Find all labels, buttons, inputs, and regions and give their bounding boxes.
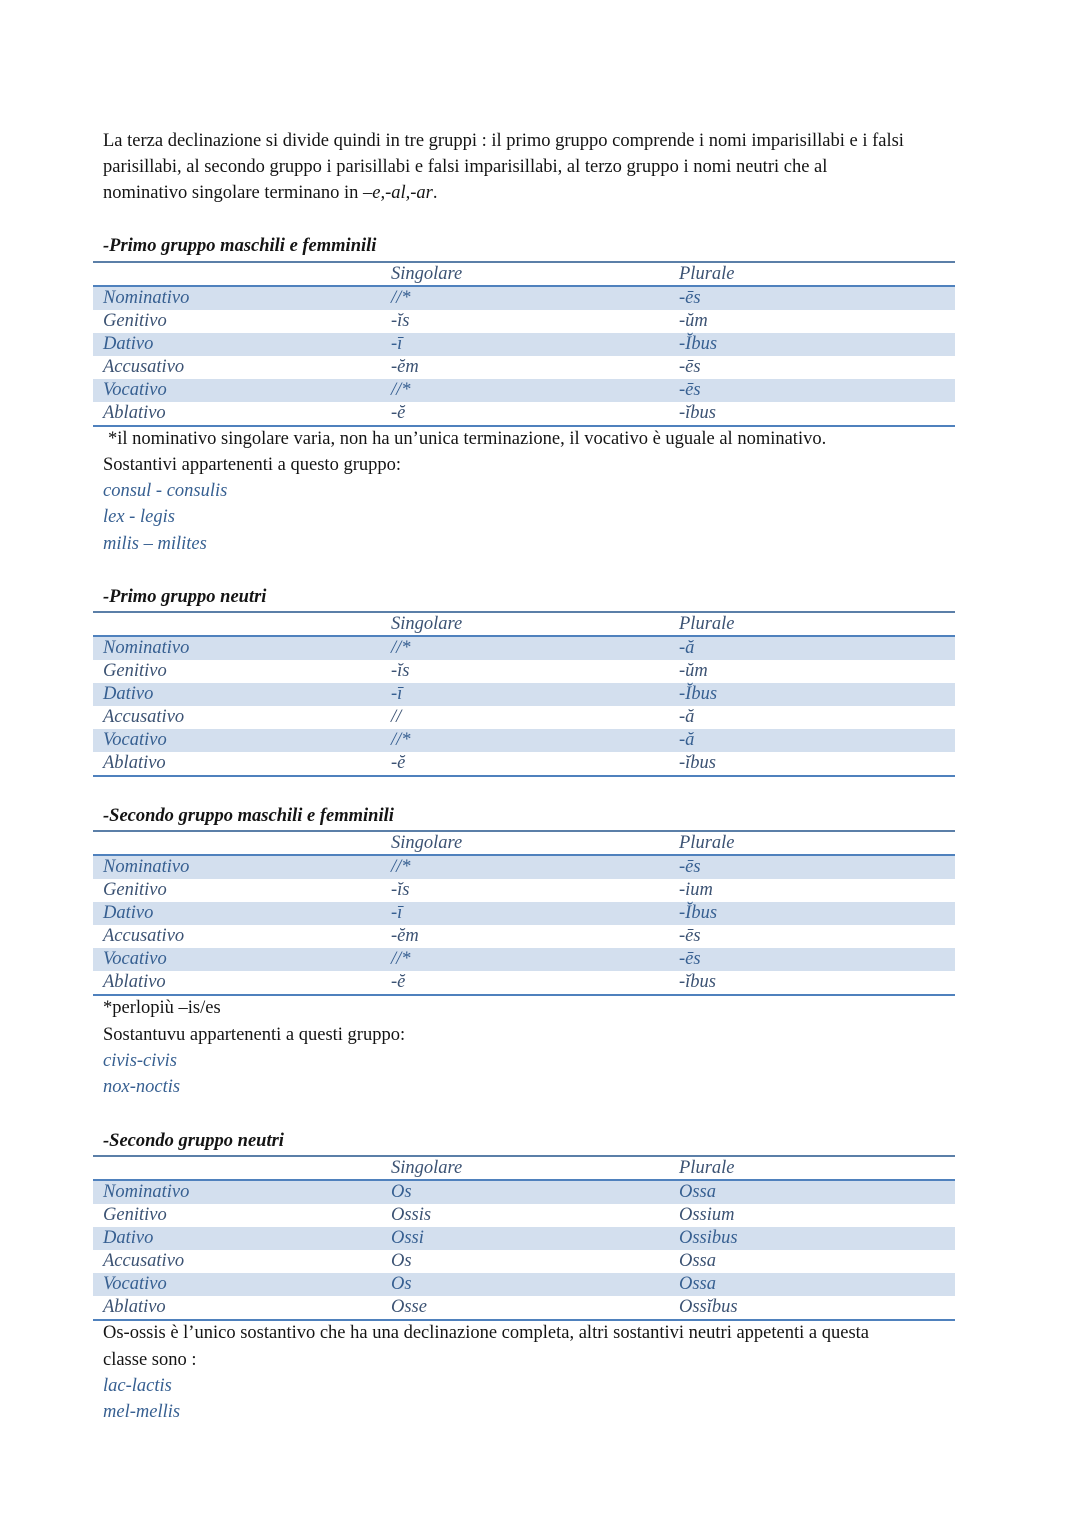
singular-ending: -ī [391,903,403,923]
example-noun: nox-noctis [103,1077,181,1097]
case-label: Vocativo [103,949,167,969]
table-row [93,1273,955,1296]
intro-paragraph [103,128,983,206]
plural-ending: -ŭm [679,661,708,681]
singular-ending: -ĭs [391,880,410,900]
table-row [93,660,955,683]
table-row [93,402,955,425]
case-label: Genitivo [103,311,167,331]
plural-ending: -ĭbus [679,403,716,423]
case-label: Ablativo [103,1297,166,1317]
plural-ending: -ĭbus [679,972,716,992]
table-row [93,856,955,879]
plural-form: Ossibus [679,1228,738,1248]
table-row [93,1296,955,1319]
table-row [93,948,955,971]
header-plurale: Plurale [679,1158,735,1178]
singular-ending: //* [391,730,411,750]
table-row [93,637,955,660]
case-label: Genitivo [103,880,167,900]
case-label: Accusativo [103,926,185,946]
table-row [93,310,955,333]
table-bottom-rule [93,775,955,777]
table-row [93,1181,955,1204]
header-plurale: Plurale [679,833,735,853]
case-label: Accusativo [103,357,185,377]
plural-ending: -ēs [679,380,701,400]
singular-ending: //* [391,857,411,877]
footnote-nominativo: *il nominativo singolare varia, non ha un’unica terminazione, il vocativo è uguale al nominativo. [108,429,827,449]
table-header-row [93,613,955,636]
header-singolare: Singolare [391,1158,463,1178]
case-label: Ablativo [103,972,166,992]
plural-form: Ossa [679,1182,717,1202]
case-label: Vocativo [103,1274,167,1294]
plural-form: Ossĭbus [679,1297,738,1317]
case-label: Dativo [103,334,154,354]
singular-ending: //* [391,288,411,308]
case-label: Nominativo [103,1182,190,1202]
case-label: Dativo [103,903,154,923]
examples-lead: Sostantivi appartenenti a questo gruppo: [103,455,401,475]
case-label: Accusativo [103,1251,185,1271]
section-title-secondo-gruppo-neutri: -Secondo gruppo neutri [103,1131,284,1151]
singular-ending: //* [391,949,411,969]
example-noun: civis-civis [103,1051,177,1071]
plural-ending: -Ĭbus [679,334,718,354]
singular-ending: //* [391,380,411,400]
endings-emphasis: –e,-al,-ar [362,183,433,203]
plural-ending: -ēs [679,288,701,308]
intro-line-2: parisillabi, al secondo gruppo i parisillabi e falsi imparisillabi, al terzo gruppo i nomi neutri che al [103,157,828,177]
plural-ending: -ĭbus [679,753,716,773]
singular-ending: -ĕ [391,753,406,773]
case-label: Genitivo [103,1205,167,1225]
table-row [93,729,955,752]
singular-form: Os [391,1251,412,1271]
singular-form: Ossis [391,1205,432,1225]
table-row [93,379,955,402]
case-label: Vocativo [103,730,167,750]
case-label: Ablativo [103,403,166,423]
case-label: Accusativo [103,707,185,727]
plural-form: Ossa [679,1251,717,1271]
case-label: Vocativo [103,380,167,400]
plural-ending: -ă [679,730,695,750]
singular-ending: -ĕ [391,403,406,423]
intro-line-1: La terza declinazione si divide quindi in tre gruppi : il primo gruppo comprende i nomi imparisillabi e i falsi [103,131,904,151]
plural-ending: -ēs [679,857,701,877]
case-label: Ablativo [103,753,166,773]
singular-ending: -ī [391,334,403,354]
plural-ending: -ŭm [679,311,708,331]
table-row [93,1204,955,1227]
plural-ending: -ēs [679,357,701,377]
singular-ending: -ĕm [391,357,419,377]
closing-paragraph-line-1: Os-ossis è l’unico sostantivo che ha una declinazione completa, altri sostantivi neutri appetenti a questa [103,1323,869,1343]
table-row [93,971,955,994]
table-row [93,879,955,902]
case-label: Dativo [103,1228,154,1248]
case-label: Nominativo [103,638,190,658]
header-plurale: Plurale [679,264,735,284]
plural-ending: -ă [679,638,695,658]
header-singolare: Singolare [391,833,463,853]
table-row [93,683,955,706]
table-row [93,1250,955,1273]
table-row [93,706,955,729]
section-title-primo-gruppo-neutri: -Primo gruppo neutri [103,587,267,607]
plural-ending: -ēs [679,949,701,969]
singular-ending: -ĭs [391,311,410,331]
singular-ending: -ĕm [391,926,419,946]
table-row [93,333,955,356]
table-row [93,902,955,925]
singular-form: Ossi [391,1228,424,1248]
singular-ending: -ĭs [391,661,410,681]
header-singolare: Singolare [391,614,463,634]
example-noun: mel-mellis [103,1402,181,1422]
singular-form: Osse [391,1297,427,1317]
example-noun: consul - consulis [103,481,228,501]
singular-ending: -ĕ [391,972,406,992]
header-plurale: Plurale [679,614,735,634]
table-bottom-rule [93,994,955,996]
intro-line-3: nominativo singolare terminano in –e,-al,-ar. [103,183,438,203]
singular-form: Os [391,1274,412,1294]
closing-paragraph-line-2: classe sono : [103,1350,197,1370]
case-label: Dativo [103,684,154,704]
case-label: Nominativo [103,288,190,308]
header-singolare: Singolare [391,264,463,284]
plural-ending: -ēs [679,926,701,946]
plural-ending: -ium [679,880,713,900]
singular-ending: // [391,707,402,727]
plural-form: Ossa [679,1274,717,1294]
singular-form: Os [391,1182,412,1202]
table-row [93,287,955,310]
footnote-perlopiu: *perlopiù –is/es [103,998,221,1018]
example-noun: lex - legis [103,507,175,527]
table-header-row [93,832,955,855]
case-label: Genitivo [103,661,167,681]
table-row [93,1227,955,1250]
singular-ending: -ī [391,684,403,704]
table-row [93,925,955,948]
case-label: Nominativo [103,857,190,877]
plural-form: Ossium [679,1205,735,1225]
examples-lead: Sostantuvu appartenenti a questi gruppo: [103,1025,406,1045]
example-noun: milis – milites [103,534,207,554]
table-row [93,752,955,775]
section-title-secondo-gruppo-mf: -Secondo gruppo maschili e femminili [103,806,394,826]
section-title-primo-gruppo-mf: -Primo gruppo maschili e femminili [103,236,377,256]
plural-ending: -Ĭbus [679,684,718,704]
table-header-row [93,263,955,286]
table-row [93,356,955,379]
plural-ending: -ă [679,707,695,727]
plural-ending: -Ĭbus [679,903,718,923]
table-header-row [93,1157,955,1180]
singular-ending: //* [391,638,411,658]
example-noun: lac-lactis [103,1376,172,1396]
